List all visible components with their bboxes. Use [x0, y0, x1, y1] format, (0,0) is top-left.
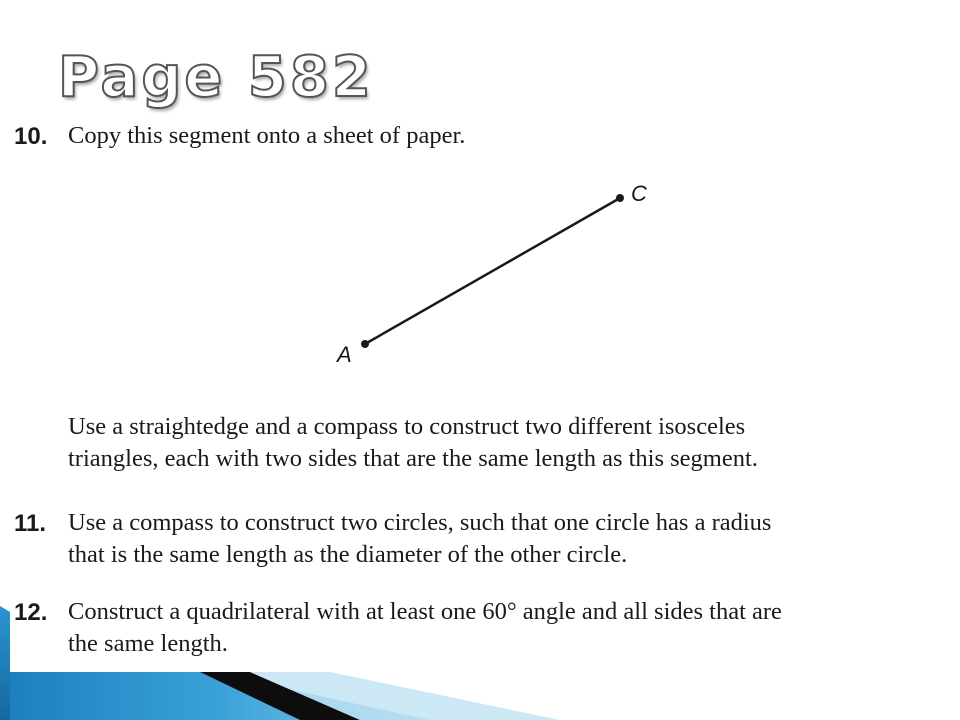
problem-12-number: 12.	[14, 599, 48, 626]
point-c-label: C	[631, 181, 647, 206]
problem-11-line-1: Use a compass to construct two circles, such that one circle has a radius	[68, 509, 772, 536]
problem-10-followup-line-2: triangles, each with two sides that are the same length as this segment.	[68, 445, 758, 472]
problem-11-line-2: that is the same length as the diameter of the other circle.	[68, 541, 628, 568]
problem-10-number: 10.	[14, 123, 48, 150]
problem-12-line-1: Construct a quadrilateral with at least one 60° angle and all sides that are	[68, 598, 782, 625]
point-a-label: A	[337, 342, 352, 367]
problem-10-instruction: Copy this segment onto a sheet of paper.	[68, 122, 466, 149]
problem-11-number: 11.	[14, 510, 47, 537]
left-accent-bar	[0, 606, 10, 720]
problem-12-line-2: the same length.	[68, 630, 228, 657]
problem-10-followup-line-1: Use a straightedge and a compass to construct two different isosceles	[68, 413, 746, 440]
page-title: Page 582	[58, 45, 374, 110]
